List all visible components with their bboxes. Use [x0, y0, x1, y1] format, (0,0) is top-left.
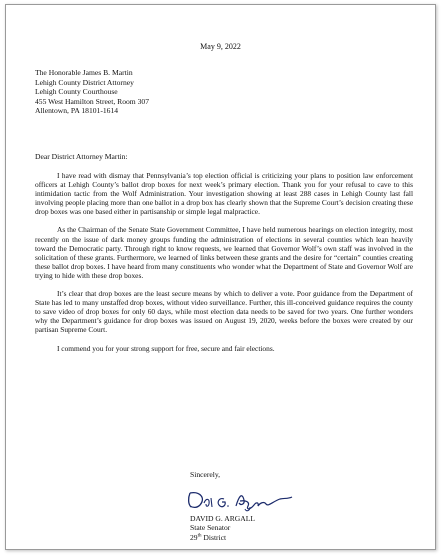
district-number: 29 [190, 532, 198, 542]
paragraph-2: As the Chairman of the Senate State Government Committee, I have held numerous hearings on election integrity, most recently on the issue of dark money groups funding the administration of elections in several counties which lean heavily toward the Democratic party. Through right to know requests, we learned that Governor Wolf’s own staff was involved in the solicitation of these grants. Furthermore, we learned of links between these grants and the desire for “certain” counties creating these ballot drop boxes. I have heard from many constituents who wonder what the Department of State and Governor Wolf are trying to hide with these drop boxes. [35, 225, 413, 280]
salutation: Dear District Attorney Martin: [35, 152, 128, 161]
recipient-office: Lehigh County Courthouse [35, 87, 118, 97]
letter-page [5, 4, 436, 550]
signer-name: DAVID G. ARGALL [190, 514, 256, 523]
recipient-name: The Honorable James B. Martin [35, 68, 133, 77]
recipient-street: 455 West Hamilton Street, Room 307 [35, 96, 149, 106]
paragraph-3: It’s clear that drop boxes are the least secure means by which to deliver a vote. Poor guidance from the Department of State has led to many unstaffed drop boxes, without video surveillance. Further, this ill-conceived guidance requires the county to save video of drop boxes for only 60 days, while most election data needs to be saved for two years. One further wonders why the Department’s guidance for drop boxes was issued on August 19, 2020, weeks before the boxes were created by our partisan Supreme Court. [35, 289, 413, 335]
paragraph-1: I have read with dismay that Pennsylvania’s top election official is criticizing your plans to position law enforcement officers at Lehigh County’s ballot drop boxes for next week’s primary election. Thank you for your refusal to cave to this intimidation tactic from the Wolf Administration. Your investigation showing at least 288 cases in Lehigh County last fall involving people placing more than one ballot in a drop box has clearly shown that the Supreme Court’s decision creating these drop boxes was one based either in partisanship or simple legal malpractice. [35, 171, 413, 217]
recipient-address [35, 68, 149, 116]
closing: Sincerely, [190, 470, 221, 479]
recipient-city: Allentown, PA 18101-1614 [35, 106, 119, 116]
district-suffix: th [197, 533, 202, 539]
paragraph-4: I commend you for your strong support for free, secure and fair elections. [57, 343, 275, 353]
signature-block [190, 514, 255, 542]
letter-body [35, 171, 413, 362]
recipient-title: Lehigh County District Attorney [35, 77, 134, 87]
handwritten-signature [184, 486, 296, 512]
district-word: District [203, 532, 227, 542]
signer-district [190, 533, 255, 542]
letter-date: May 9, 2022 [200, 42, 241, 51]
signer-title: State Senator [190, 523, 231, 533]
